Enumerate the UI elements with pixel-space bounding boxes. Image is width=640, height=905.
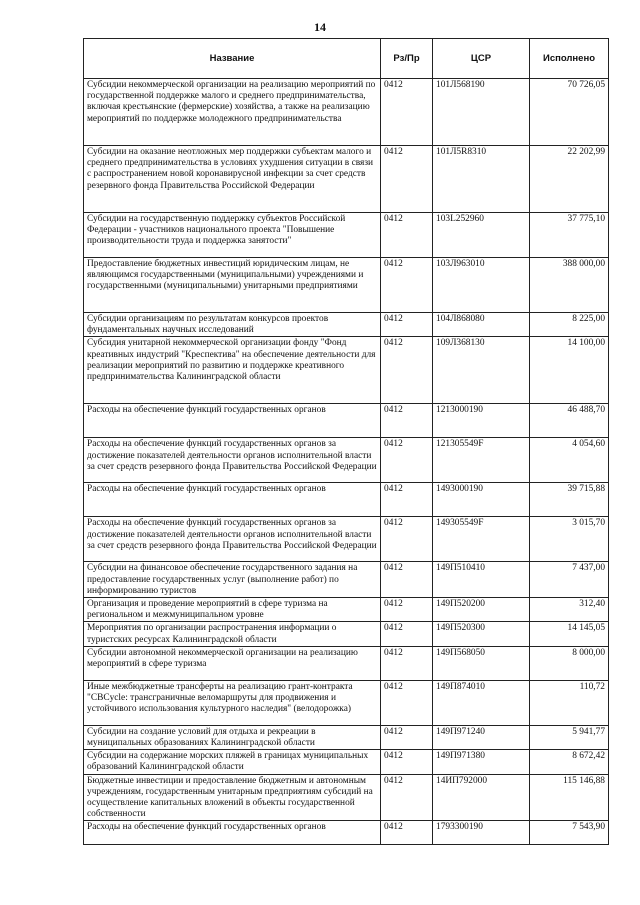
cell-rzpr: 0412 [381, 821, 433, 845]
cell-rzpr: 0412 [381, 680, 433, 725]
table-row [84, 725, 609, 749]
table-row [84, 146, 609, 213]
cell-csr: 101Л568190 [433, 79, 530, 146]
table-row [84, 258, 609, 313]
cell-rzpr: 0412 [381, 438, 433, 483]
cell-rzpr: 0412 [381, 337, 433, 404]
cell-name: Иные межбюджетные трансферты на реализацию грант-контракта "CBCycle: трансграничные веломаршруты для продвижения и устойчивого использования культурного наследия" (велодорожка) [84, 680, 381, 725]
cell-csr: 149П520300 [433, 622, 530, 646]
table-row [84, 483, 609, 517]
cell-rzpr: 0412 [381, 313, 433, 337]
cell-csr: 109Л368130 [433, 337, 530, 404]
cell-name: Субсидии автономной некоммерческой организации на реализацию мероприятий в сфере туризма [84, 646, 381, 680]
cell-executed: 46 488,70 [530, 404, 609, 438]
cell-csr: 149П971240 [433, 725, 530, 749]
cell-name: Субсидия унитарной некоммерческой организации фонду "Фонд креативных индустрий "Креспектива" на обеспечение деятельности для реализации мероприятий по развитию и поддержке креативного предпринимательства Калининградской области [84, 337, 381, 404]
cell-executed: 8 672,42 [530, 750, 609, 774]
cell-rzpr: 0412 [381, 483, 433, 517]
cell-rzpr: 0412 [381, 517, 433, 562]
cell-csr: 149П568050 [433, 646, 530, 680]
cell-csr: 1493000190 [433, 483, 530, 517]
cell-executed: 39 715,88 [530, 483, 609, 517]
cell-name: Субсидии на создание условий для отдыха и рекреации в муниципальных образованиях Калининградской области [84, 725, 381, 749]
table-row [84, 646, 609, 680]
cell-executed: 110,72 [530, 680, 609, 725]
table-row [84, 680, 609, 725]
table-row [84, 821, 609, 845]
table-row [84, 598, 609, 622]
table-header [84, 39, 609, 79]
cell-csr: 149П971380 [433, 750, 530, 774]
cell-executed: 312,40 [530, 598, 609, 622]
cell-csr: 149305549F [433, 517, 530, 562]
cell-executed: 4 054,60 [530, 438, 609, 483]
cell-csr: 101Л5R8310 [433, 146, 530, 213]
cell-name: Мероприятия по организации распространения информации о туристских ресурсах Калининградской области [84, 622, 381, 646]
cell-executed: 8 225,00 [530, 313, 609, 337]
cell-executed: 3 015,70 [530, 517, 609, 562]
table-row [84, 404, 609, 438]
table-row [84, 213, 609, 258]
cell-name: Субсидии на финансовое обеспечение государственного задания на предоставление государственных услуг (выполнение работ) по информированию туристов [84, 562, 381, 598]
cell-executed: 22 202,99 [530, 146, 609, 213]
cell-rzpr: 0412 [381, 404, 433, 438]
table-row [84, 79, 609, 146]
table-row [84, 622, 609, 646]
cell-csr: 121305549F [433, 438, 530, 483]
cell-name: Субсидии на оказание неотложных мер поддержки субъектам малого и среднего предпринимательства в условиях ухудшения ситуации в связи с распространением новой коронавирусной инфекции за счет средств резервного фонда Правительства Российской Федерации [84, 146, 381, 213]
table-row [84, 562, 609, 598]
cell-executed: 7 543,90 [530, 821, 609, 845]
cell-name: Субсидии организациям по результатам конкурсов проектов фундаментальных научных исследований [84, 313, 381, 337]
cell-rzpr: 0412 [381, 213, 433, 258]
cell-rzpr: 0412 [381, 774, 433, 821]
cell-csr: 14ИП792000 [433, 774, 530, 821]
cell-rzpr: 0412 [381, 622, 433, 646]
cell-name: Расходы на обеспечение функций государственных органов [84, 483, 381, 517]
cell-csr: 149П874010 [433, 680, 530, 725]
cell-csr: 103L252960 [433, 213, 530, 258]
cell-executed: 14 100,00 [530, 337, 609, 404]
column-header-executed: Исполнено [530, 39, 609, 79]
cell-rzpr: 0412 [381, 258, 433, 313]
cell-name: Расходы на обеспечение функций государственных органов за достижение показателей деятельности органов исполнительной власти за счет средств резервного фонда Правительства Российской Федерации [84, 438, 381, 483]
cell-name: Субсидии на государственную поддержку субъектов Российской Федерации - участников национального проекта "Повышение производительности труда и поддержка занятости" [84, 213, 381, 258]
cell-executed: 14 145,05 [530, 622, 609, 646]
cell-rzpr: 0412 [381, 79, 433, 146]
cell-csr: 1213000190 [433, 404, 530, 438]
cell-executed: 115 146,88 [530, 774, 609, 821]
cell-rzpr: 0412 [381, 750, 433, 774]
cell-csr: 149П510410 [433, 562, 530, 598]
cell-rzpr: 0412 [381, 562, 433, 598]
table-row [84, 438, 609, 483]
table-row [84, 517, 609, 562]
table-body [84, 79, 609, 845]
cell-executed: 37 775,10 [530, 213, 609, 258]
column-header-rzpr: Рз/Пр [381, 39, 433, 79]
table-row [84, 337, 609, 404]
cell-name: Предоставление бюджетных инвестиций юридическим лицам, не являющимся государственными (муниципальными) учреждениями и государственными (муниципальными) унитарными предприятиями [84, 258, 381, 313]
column-header-name: Название [84, 39, 381, 79]
cell-rzpr: 0412 [381, 598, 433, 622]
cell-name: Субсидии на содержание морских пляжей в границах муниципальных образований Калининградской области [84, 750, 381, 774]
cell-executed: 5 941,77 [530, 725, 609, 749]
cell-executed: 7 437,00 [530, 562, 609, 598]
table-row [84, 313, 609, 337]
cell-executed: 70 726,05 [530, 79, 609, 146]
cell-name: Субсидии некоммерческой организации на реализацию мероприятий по государственной поддержке малого и среднего предпринимательства, включая крестьянские (фермерские) хозяйства, а также на реализацию мероприятий по поддержке молодежного предпринимательства [84, 79, 381, 146]
cell-rzpr: 0412 [381, 146, 433, 213]
page-number: 14 [314, 20, 326, 34]
cell-name: Организация и проведение мероприятий в сфере туризма на региональном и межмуниципальном уровне [84, 598, 381, 622]
cell-name: Бюджетные инвестиции и предоставление бюджетным и автономным учреждениям, государственным унитарным предприятиям субсидий на осуществление капитальных вложений в объекты государственной собственности [84, 774, 381, 821]
cell-name: Расходы на обеспечение функций государственных органов [84, 404, 381, 438]
cell-csr: 103Л963010 [433, 258, 530, 313]
cell-name: Расходы на обеспечение функций государственных органов за достижение показателей деятельности органов исполнительной власти за счет средств резервного фонда Правительства Российской Федерации [84, 517, 381, 562]
cell-executed: 8 000,00 [530, 646, 609, 680]
header-row [84, 39, 609, 79]
cell-executed: 388 000,00 [530, 258, 609, 313]
cell-csr: 1793300190 [433, 821, 530, 845]
cell-rzpr: 0412 [381, 725, 433, 749]
budget-execution-table [83, 38, 609, 845]
cell-name: Расходы на обеспечение функций государственных органов [84, 821, 381, 845]
table-row [84, 750, 609, 774]
cell-csr: 149П520200 [433, 598, 530, 622]
cell-csr: 104Л868080 [433, 313, 530, 337]
table-row [84, 774, 609, 821]
column-header-csr: ЦСР [433, 39, 530, 79]
cell-rzpr: 0412 [381, 646, 433, 680]
